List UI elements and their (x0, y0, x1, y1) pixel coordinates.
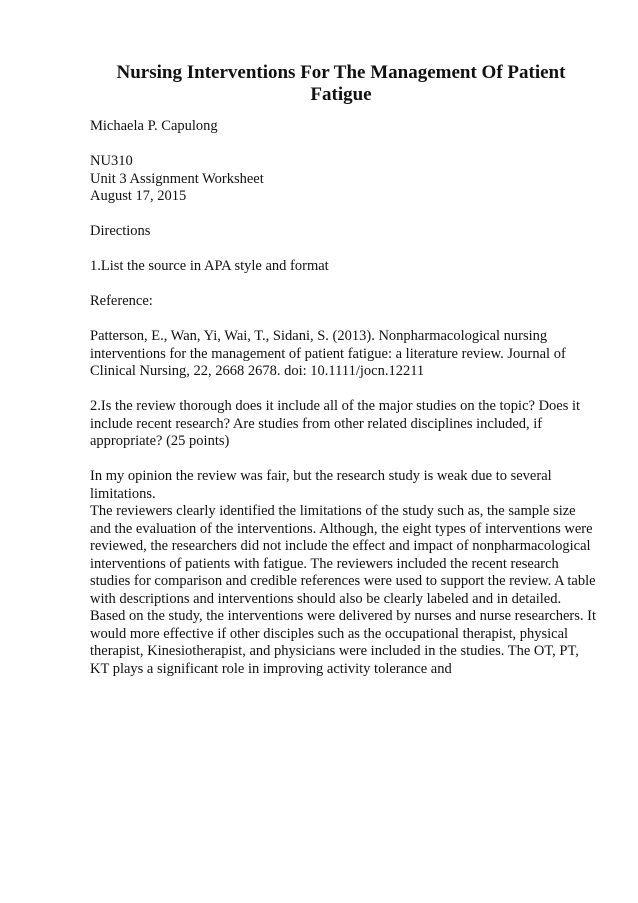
author-name: Michaela P. Capulong (90, 118, 218, 134)
answer-paragraph: The reviewers clearly identified the limitations of the study such as, the sample size and the evaluation of the interventions. Although, the eight types of interventions were reviewed, the researchers did not include the effect and impact of nonpharmacological interventions of patients with fatigue. The reviewers included the recent research studies for comparison and credible references were used to support the review. A table with descriptions and interventions should also be clearly labeled and in detailed. Based on the study, the interventions were delivered by nurses and nurse researchers. It would more effective if other disciples such as the occupational therapist, physical therapist, Kinesiotherapist, and physicians were included in the studies. The OT, PT, KT plays a significant role in improving activity tolerance and (90, 503, 596, 677)
document-body (90, 118, 600, 678)
course-code: NU310 (90, 153, 133, 169)
question-1: 1.List the source in APA style and format (90, 258, 329, 274)
course-info-block (90, 153, 600, 206)
reference-citation: Patterson, E., Wan, Yi, Wai, T., Sidani, S. (2013). Nonpharmacological nursing interventions for the management of patient fatigue: a literature review. Journal of Clinical Nursing, 22, 2668 2678. doi: 10.1111/jocn.12211 (90, 328, 566, 379)
document-title: Nursing Interventions For The Management Of Patient Fatigue (116, 62, 566, 105)
question-2: 2.Is the review thorough does it include all of the major studies on the topic? Does it include recent research? Are studies from other related disciplines included, if appropriate? (25 points) (90, 398, 581, 449)
directions-heading: Directions (90, 223, 151, 239)
document-date: August 17, 2015 (90, 188, 187, 204)
assignment-name: Unit 3 Assignment Worksheet (90, 170, 264, 187)
reference-label: Reference: (90, 293, 153, 309)
answer-opinion: In my opinion the review was fair, but the research study is weak due to several limitations. (90, 468, 552, 502)
